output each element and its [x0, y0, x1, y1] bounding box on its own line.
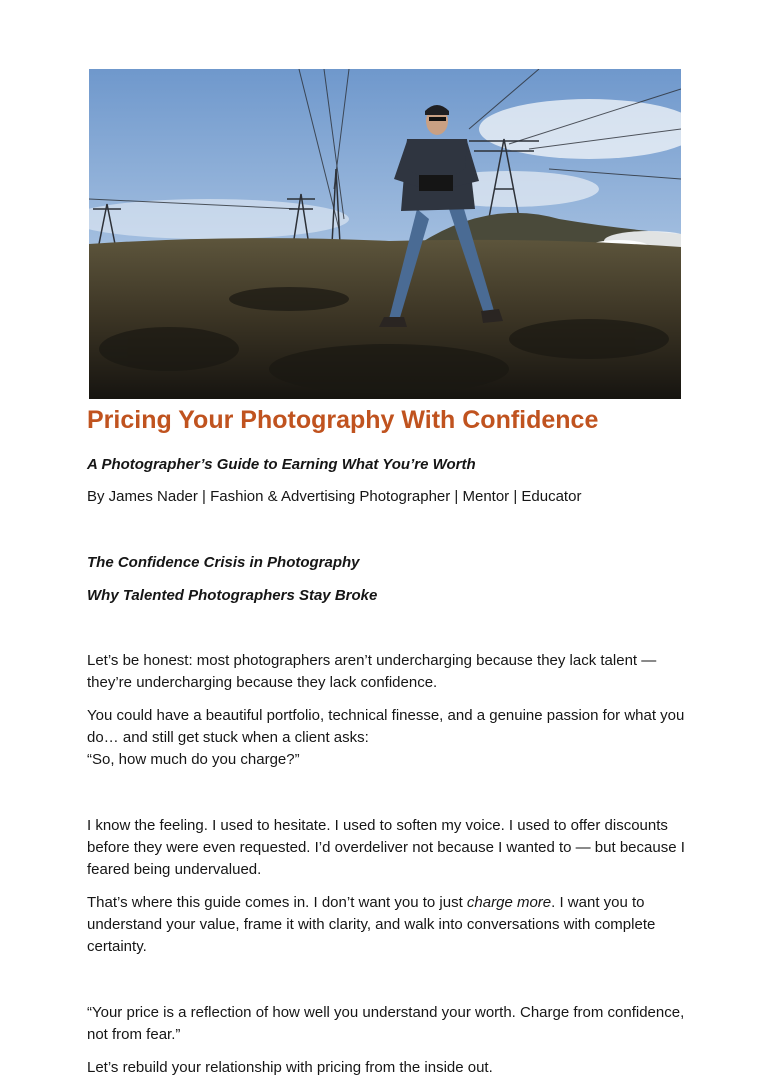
paragraph-3: I know the feeling. I used to hesitate. I used to soften my voice. I used to offer discounts before they were even requested. I’d overdeliver not because I wanted to — but because I feared being undervalued.	[87, 817, 685, 878]
hero-photo	[89, 69, 681, 399]
paragraph-2-line-1: You could have a beautiful portfolio, technical finesse, and a genuine passion for what you do… and still get stuck when a client asks:	[87, 707, 685, 746]
paragraph-1: Let’s be honest: most photographers aren’t undercharging because they lack talent — they’re undercharging because they lack confidence.	[87, 652, 657, 691]
closing-line: Let’s rebuild your relationship with pricing from the inside out.	[87, 1059, 493, 1076]
hero-photo-illustration	[89, 69, 681, 399]
page-title: Pricing Your Photography With Confidence	[87, 406, 599, 434]
paragraph-2-line-2: “So, how much do you charge?”	[87, 751, 300, 768]
paragraph-4-text-a: That’s where this guide comes in. I don’t want you to just	[87, 894, 467, 911]
paragraph-4-text-b: . I want you to understand your value, frame it with clarity, and walk into conversations with complete certainty.	[87, 894, 656, 955]
pull-quote: “Your price is a reflection of how well you understand your worth. Charge from confidence, not from fear.”	[87, 1004, 685, 1043]
byline: By James Nader | Fashion & Advertising Photographer | Mentor | Educator	[87, 488, 582, 505]
section-subheading: Why Talented Photographers Stay Broke	[87, 587, 378, 604]
paragraph-2	[87, 705, 687, 771]
section-heading: The Confidence Crisis in Photography	[87, 554, 360, 571]
subtitle: A Photographer’s Guide to Earning What You’re Worth	[87, 456, 476, 473]
paragraph-4	[87, 892, 687, 958]
paragraph-4-emphasis: charge more	[466, 894, 552, 911]
